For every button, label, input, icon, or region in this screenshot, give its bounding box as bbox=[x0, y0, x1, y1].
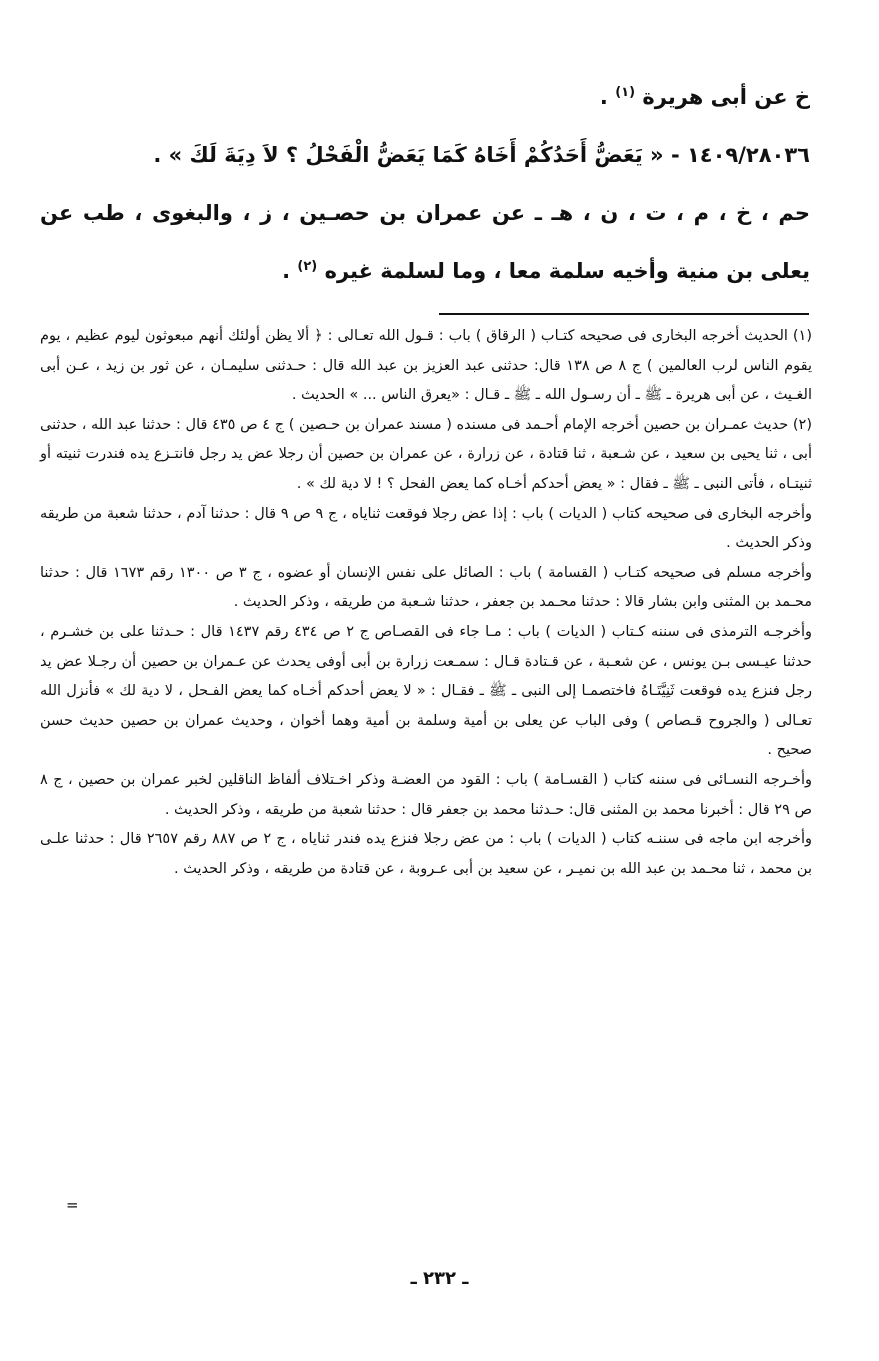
continuation-mark: = bbox=[66, 1196, 79, 1214]
footnote-2-nasai: وأخـرجه النسـائى فى سننه كتاب ( القسـامة ) باب : القود من العضـة وذكر اخـتلاف ألفاظ الناقلين لخبر عمران بن حصين ، ج ٨ ص ٢٩ قال : أخبرنا محمد بن المثنى قال: حـدثنا محمد بن جعفر قال : حدثنا شعبة من طريقه ، وذكر الحديث . bbox=[40, 771, 812, 818]
footnote-2: (٢) حديث عمـران بن حصين أخرجه الإمام أحـمد فى مسنده ( مسند عمران بن حـصين ) ج ٤ ص ٤٣٥ قال : حدثنا عبد الله ، حدثنى أبى ، ثنا يحيى بن سعيد ، عن شـعبة ، ثنا قتادة ، عن زرارة ، عن عمران بن حصين أن رجلا عض يد رجل فانتـزع يده فندرت ثنيته أو ثنيتـاه ، فأتى النبى ـ ﷺ ـ فقال : « يعض أحدكم أخـاه كما يعض الفحل ؟ ! لا دية لك » . bbox=[40, 416, 812, 492]
hadith-entry bbox=[40, 126, 810, 184]
hadith-sources bbox=[40, 184, 810, 300]
footnote-separator bbox=[439, 313, 809, 315]
footnote-2-muslim: وأخرجه مسلم فى صحيحه كتـاب ( القسامة ) باب : الصائل على نفس الإنسان أو عضوه ، ج ٣ ص ١٣٠٠ رقم ١٦٧٣ قال : حدثنا محـمد بن المثنى وابن بشار قالا : حدثنا محـمد بن جعفر ، حدثنا شـعبة من طريقه ، وذكر الحديث . bbox=[40, 564, 812, 611]
footnote-2-bukhari: وأخرجه البخارى فى صحيحه كتاب ( الديات ) باب : إذا عض رجلا فوقعت ثناياه ، ج ٩ ص ٩ قال : حدثنا آدم ، حدثنا شعبة من طريقه وذكر الحديث . bbox=[40, 505, 812, 552]
sources-text: حم ، خ ، م ، ت ، ن ، هـ ـ عن عمران بن حصـين ، ز ، والبغوى ، طب عن يعلى بن منية وأخيه سلمة معا ، وما لسلمة غيره bbox=[40, 201, 810, 283]
main-text-line-1 bbox=[40, 68, 810, 126]
footnote-2-ibn-majah: وأخرجه ابن ماجه فى سننـه كتاب ( الديات ) باب : من عض رجلا فنزع يده فندر ثناياه ، ج ٢ ص ٨٨٧ رقم ٢٦٥٧ قال : حدثنا علـى بن محمد ، ثنا محـمد بن عبد الله بن نميـر ، عن سعيد بن أبى عـروبة ، عن قتادة من طريقه ، وذكر الحديث . bbox=[40, 831, 812, 877]
source-attribution: خ عن أبى هريرة bbox=[642, 85, 810, 109]
sentence-end: . bbox=[153, 143, 162, 167]
hadith-text: « يَعَضُّ أَحَدُكُمْ أَخَاهُ كَمَا يَعَضُّ الْفَحْلُ ؟ لاَ دِيَةَ لَكَ » bbox=[168, 143, 664, 167]
footnote-ref-1: (١) bbox=[615, 85, 636, 100]
sentence-end: . bbox=[599, 85, 608, 109]
footnote-ref-2: (٢) bbox=[297, 259, 318, 274]
page-number: ـ ٢٣٢ ـ bbox=[410, 1268, 469, 1289]
footnotes bbox=[40, 322, 812, 884]
sentence-end: . bbox=[282, 259, 291, 283]
footnote-2-tirmidhi: وأخرجـه الترمذى فى سننه كـتاب ( الديات ) باب : مـا جاء فى القصـاص ج ٢ ص ٤٣٤ رقم ١٤٣٧ قال : حـدثنا على بن خشـرم ، حدثنا عيـسى بـن يونس ، عن شعـبة ، عن قـتادة قـال : سمـعت زرارة بن أبى أوفى يحدث عن عـمران بن حصين أن رجـلا عض يد رجل فنزع يده فوقعت ثَنِيَّتَـاهُ فاختصمـا إلى النبى ـ ﷺ ـ فقـال : « لا يعض أحدكم أخـاه كما يعض الفـحل ، لا دية لك » فأنزل الله تعـالى ( والجروح قـصاص ) وفى الباب عن يعلى بن أمية وسلمة بن أمية وهما أخوان ، وحديث عمران بن حصين حديث حسن صحيح . bbox=[40, 623, 812, 759]
hadith-dash: - bbox=[670, 143, 680, 167]
footnote-1: (١) الحديث أخرجه البخارى فى صحيحه كتـاب ( الرقاق ) باب : قـول الله تعـالى : ﴿ ألا يظن أولئك أنهم مبعوثون ليوم عظيم ، يوم يقوم الناس لرب العالمين ) ج ٨ ص ١٣٨ قال: حدثنى عبد العزيز بن عبد الله قال : حـدثنى سليمـان ، عن ثور بن زيد ، عـن أبى الغـيث ، عن أبى هريرة ـ ﷺ ـ أن رسـول الله ـ ﷺ ـ قـال : «يعرق الناس ... » الحديث . bbox=[40, 328, 813, 404]
hadith-number: ١٤٠٩/٢٨٠٣٦ bbox=[686, 143, 810, 167]
